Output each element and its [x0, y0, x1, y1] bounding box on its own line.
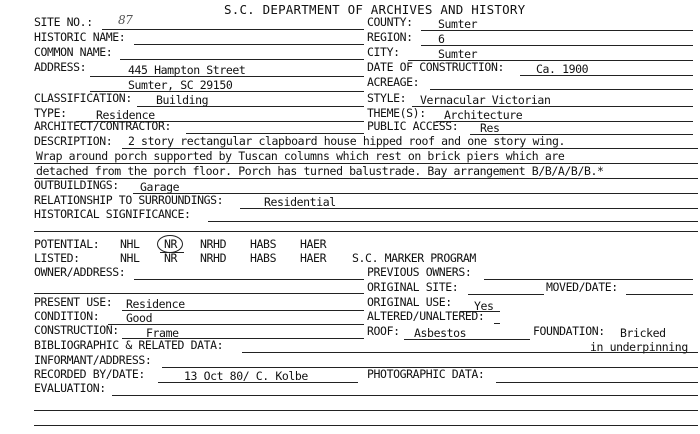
listed-label: LISTED: [34, 251, 80, 265]
recorded-by-line [158, 382, 358, 383]
public-access-label: PUBLIC ACCESS: [367, 119, 459, 133]
style-value: Vernacular Victorian [420, 93, 551, 107]
common-name-line [120, 59, 364, 60]
historic-name-line [134, 44, 364, 45]
original-use-label: ORIGINAL USE: [367, 295, 452, 309]
roof-value: Asbestos [414, 326, 467, 340]
themes-value: Architecture [444, 108, 523, 122]
original-site-label: ORIGINAL SITE: [367, 280, 459, 294]
city-label: CITY: [367, 45, 400, 59]
outbuildings-label: OUTBUILDINGS: [34, 178, 119, 192]
construction-label: CONSTRUCTION: [34, 323, 119, 337]
city-value: Sumter [438, 47, 478, 61]
recorded-by-label: RECORDED BY/DATE: [34, 367, 145, 381]
description-line3: detached from the porch floor. Porch has turned balustrade. Bay arrangement B/B/A/B/B.* [36, 164, 604, 178]
potential-label: POTENTIAL: [34, 237, 100, 251]
listed-habs: HABS [250, 251, 277, 265]
photographic-line [496, 382, 698, 383]
moved-date-line [626, 294, 693, 295]
classification-value: Building [156, 93, 209, 107]
bibliographic-label: BIBLIOGRAPHIC & RELATED DATA: [34, 338, 224, 352]
roof-label: ROOF: [367, 324, 400, 338]
acreage-line [430, 89, 693, 90]
evaluation-line3 [34, 425, 698, 426]
evaluation-line [112, 395, 698, 396]
county-label: COUNTY: [367, 15, 413, 29]
informant-label: INFORMANT/ADDRESS: [34, 353, 152, 367]
site-no-value: 87 [118, 13, 133, 27]
public-access-line [470, 134, 693, 135]
listed-nr-strike [160, 252, 184, 253]
owner-address-line [134, 279, 364, 280]
foundation-value-line2: in underpinning [590, 340, 688, 354]
potential-nrhd: NRHD [200, 237, 227, 251]
relationship-line [240, 208, 698, 209]
photographic-label: PHOTOGRAPHIC DATA: [367, 367, 485, 381]
region-label: REGION: [367, 30, 413, 44]
classification-label: CLASSIFICATION: [34, 91, 132, 105]
description-line1: 2 story rectangular clapboard house hipped roof and one story wing. [128, 134, 566, 148]
bibliographic-line [242, 352, 698, 353]
roof-line [404, 339, 530, 340]
recorded-by-value: 13 Oct 80/ C. Kolbe [184, 369, 308, 383]
date-construction-label: DATE OF CONSTRUCTION: [367, 60, 504, 74]
historical-significance-label: HISTORICAL SIGNIFICANCE: [34, 207, 191, 221]
site-no-label: SITE NO.: [34, 15, 93, 29]
moved-date-label: MOVED/DATE: [546, 280, 618, 294]
condition-label: CONDITION: [34, 309, 100, 323]
original-use-value: Yes [474, 299, 494, 313]
construction-value: Frame [146, 326, 179, 340]
historical-significance-line [208, 221, 698, 222]
themes-label: THEME(S): [367, 106, 426, 120]
foundation-value-line1: Bricked [620, 326, 666, 340]
listed-haer: HAER [300, 251, 327, 265]
themes-line [436, 121, 693, 122]
common-name-label: COMMON NAME: [34, 45, 113, 59]
present-use-label: PRESENT USE: [34, 295, 113, 309]
type-value: Residence [96, 108, 155, 122]
marker-program-label: S.C. MARKER PROGRAM [352, 251, 476, 265]
description-label: DESCRIPTION: [34, 134, 113, 148]
acreage-label: ACREAGE: [367, 75, 420, 89]
historic-name-label: HISTORIC NAME: [34, 30, 126, 44]
form-title: S.C. DEPARTMENT OF ARCHIVES AND HISTORY [224, 2, 526, 17]
owner-address-label: OWNER/ADDRESS: [34, 265, 126, 279]
listed-nrhd: NRHD [200, 251, 227, 265]
owner-address-line2 [34, 293, 364, 294]
evaluation-label: EVALUATION: [34, 381, 106, 395]
original-site-line [468, 294, 544, 295]
classification-line [137, 106, 364, 107]
condition-line [108, 324, 364, 325]
evaluation-line2 [34, 410, 698, 411]
address-label: ADDRESS: [34, 60, 87, 74]
style-line [412, 106, 693, 107]
address-line2-value: Sumter, SC 29150 [128, 78, 233, 92]
public-access-value: Res [480, 121, 500, 135]
site-no-line [102, 29, 364, 30]
present-use-line [122, 310, 364, 311]
altered-line [494, 323, 500, 324]
potential-habs: HABS [250, 237, 277, 251]
style-label: STYLE: [367, 91, 407, 105]
present-use-value: Residence [126, 297, 185, 311]
potential-nr: NR [164, 237, 178, 251]
type-label: TYPE: [34, 106, 67, 120]
condition-value: Good [126, 311, 153, 325]
potential-haer: HAER [300, 237, 327, 251]
altered-label: ALTERED/UNALTERED: [367, 309, 485, 323]
previous-owners-label: PREVIOUS OWNERS: [367, 265, 472, 279]
region-line [421, 45, 693, 46]
architect-label: ARCHITECT/CONTRACTOR: [34, 119, 171, 133]
foundation-label: FOUNDATION: [533, 324, 605, 338]
date-construction-value: Ca. 1900 [536, 62, 589, 76]
address-line1-underline [90, 76, 364, 77]
blank-line-1 [34, 231, 698, 232]
relationship-value: Residential [264, 195, 336, 209]
county-line [421, 30, 693, 31]
relationship-label: RELATIONSHIP TO SURROUNDINGS: [34, 193, 224, 207]
address-line1-value: 445 Hampton Street [128, 63, 246, 77]
listed-nr: NR [164, 251, 178, 265]
potential-nhl: NHL [120, 237, 140, 251]
outbuildings-value: Garage [140, 180, 180, 194]
date-construction-line [520, 75, 693, 76]
region-value: 6 [438, 32, 445, 46]
listed-nhl: NHL [120, 251, 140, 265]
description-underline3 [34, 178, 698, 179]
description-line2: Wrap around porch supported by Tuscan columns which rest on brick piers which are [36, 149, 565, 163]
county-value: Sumter [438, 17, 478, 31]
